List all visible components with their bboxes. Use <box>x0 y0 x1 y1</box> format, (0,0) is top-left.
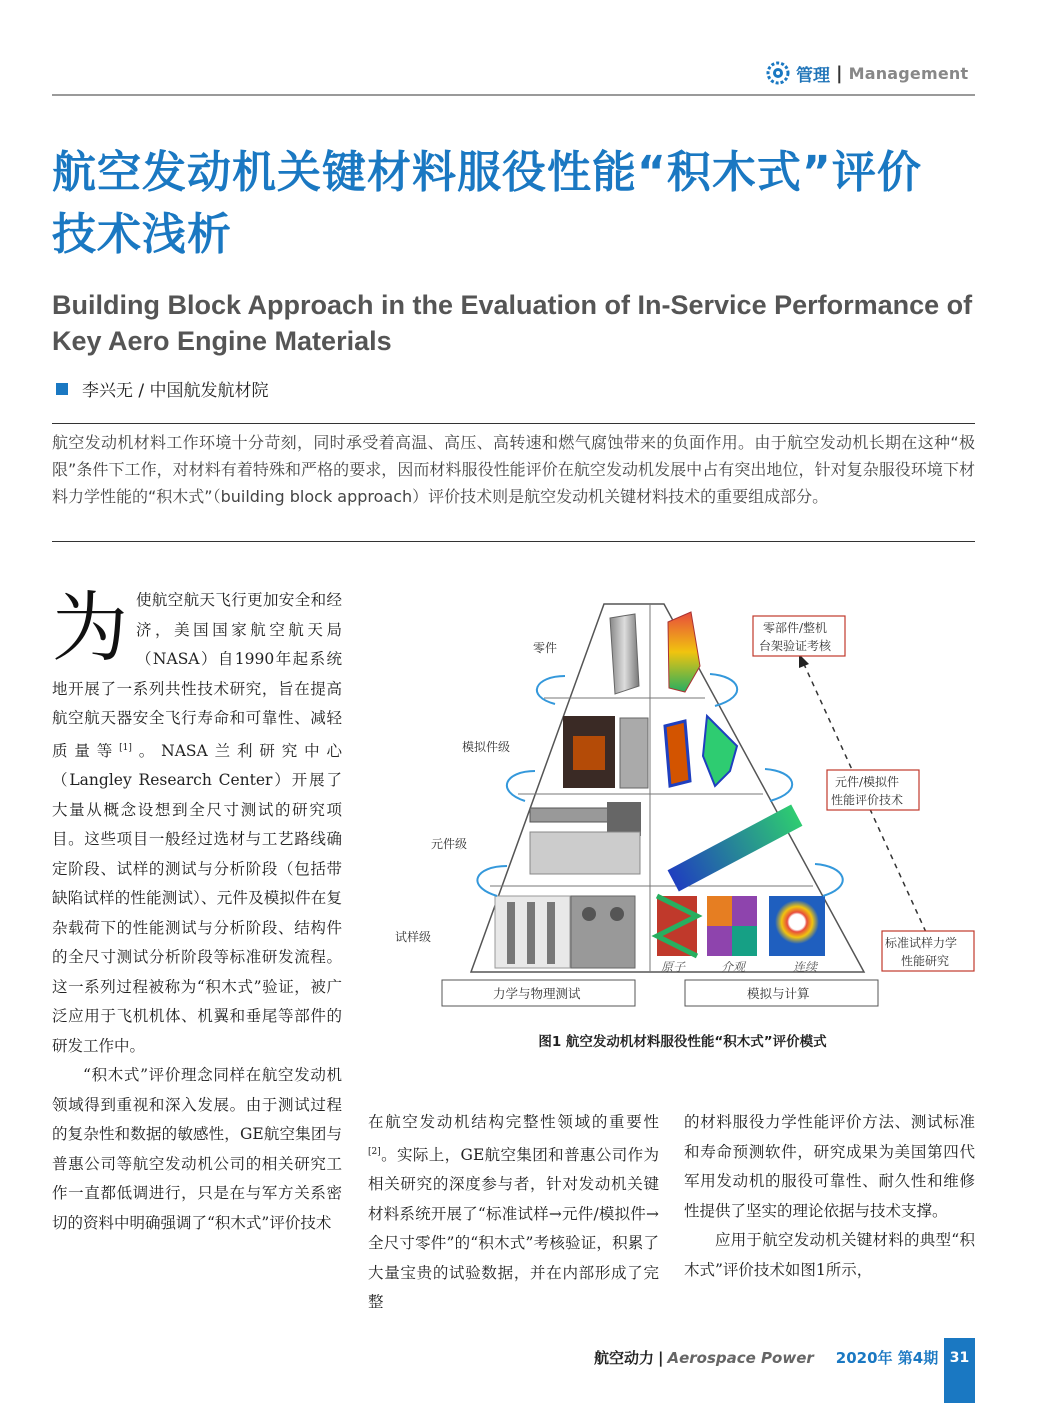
callout-bottom-line1: 标准试样力学 <box>885 936 958 950</box>
journal-separator: | <box>658 1348 664 1367</box>
arrow-right-1 <box>710 674 737 706</box>
section-tag <box>766 60 968 86</box>
level-label-component: 零件 <box>533 641 558 655</box>
footer <box>594 1347 938 1368</box>
paragraph-5: 应用于航空发动机关键材料的典型“积木式”评价技术如图1所示， <box>684 1231 975 1279</box>
title-cn <box>52 142 982 266</box>
level-label-specimen: 试样级 <box>395 930 432 944</box>
author-line <box>56 376 269 401</box>
callout-mid-line1: 元件/模拟件 <box>835 775 900 789</box>
body-column-right <box>684 1108 975 1285</box>
blade-photo <box>610 614 639 694</box>
title-cn-line1: 航空发动机关键材料服役性能“积木式”评价 <box>52 147 922 198</box>
paragraph-3-text-b: 。实际上，GE航空集团和普惠公司作为相关研究的深度参与者，针对发动机关键材料系统开展了“标准试样→元件/模拟件→全尺寸零件”的“积木式”考核验证，积累了大量宝贵的试验数据，并在内部形成了完整 <box>368 1145 659 1312</box>
blade-fem <box>668 612 700 692</box>
journal-name-en: Aerospace Power <box>667 1348 814 1367</box>
paragraph-4: 的材料服役力学性能评价方法、测试标准和寿命预测软件，研究成果为美国第四代军用发动机的服役可靠性、耐久性和维修性提供了坚实的理论依据与技术支撑。 <box>684 1113 975 1220</box>
callout-top-line2: 台架验证考核 <box>759 639 832 653</box>
scale-label-meso: 介观 <box>721 960 746 974</box>
tier-component-images <box>610 612 700 694</box>
body-column-middle <box>368 1108 659 1318</box>
arrow-left-1 <box>537 676 565 704</box>
title-cn-line2: 技术浅析 <box>52 209 232 260</box>
figure-1-pyramid <box>385 596 980 1016</box>
callout-bottom-line2: 性能研究 <box>901 954 950 968</box>
journal-name-cn: 航空动力 <box>594 1349 655 1367</box>
author-marker-icon <box>56 383 68 395</box>
section-name-en: Management <box>848 63 969 83</box>
dropcap: 为 <box>52 583 128 672</box>
paragraph-1-text-b: 。NASA兰利研究中心（Langley Research Center）开展了大量从概念设想到全尺寸测试的研究项目。这些项目一般经过选材与工艺路线确定阶段、试样的测试与分析阶段（包括带缺陷试样的性能测试）、元件及模拟件在复杂载荷下的性能测试与分析阶段、结构件的全尺寸测试分析阶段等标准研发流程。这一系列过程被称为“积木式”验证，被广泛应用于飞机机体、机翼和垂尾等部件的研发工作中。 <box>52 741 342 1055</box>
scale-label-continuum: 连续 <box>793 960 818 974</box>
title-en-line1: Building Block Approach in the Evaluation of In-Service Performance of <box>52 290 973 320</box>
level-label-simulated: 模拟件级 <box>462 740 511 754</box>
specimen-plate-photo <box>530 832 640 874</box>
paragraph-1 <box>52 583 342 1061</box>
arrow-left-3 <box>477 866 507 896</box>
reference-1: [1] <box>119 742 132 753</box>
arrow-right-3 <box>815 864 843 896</box>
paragraph-1-text-a: 使航空航天飞行更加安全和经济，美国国家航空航天局（NASA）自1990年起系统地开展了一系列共性技术研究，旨在提高航空航天器安全飞行寿命和可靠性、减轻质量等 <box>52 591 342 760</box>
journal-issue: 2020年 第4期 <box>835 1349 939 1367</box>
specimen-block-photo <box>607 802 641 836</box>
author-name: 李兴无 / 中国航发航材院 <box>82 381 269 401</box>
body-column-left <box>52 583 342 1238</box>
abstract-rule-bottom <box>52 541 975 542</box>
element-fem <box>668 805 803 892</box>
tier-specimen-images <box>495 896 825 968</box>
rig-photo <box>620 718 648 788</box>
callout-top-line1: 零部件/整机 <box>763 621 828 635</box>
gear-logo-icon <box>766 61 790 85</box>
title-en-line2: Key Aero Engine Materials <box>52 326 392 356</box>
simulated-fem-1 <box>665 721 690 786</box>
header-rule <box>52 94 975 96</box>
section-separator: | <box>836 62 843 84</box>
bottom-left-label: 力学与物理测试 <box>493 986 581 1001</box>
reference-2: [2] <box>368 1146 381 1157</box>
specimen-hole-photo <box>571 896 635 968</box>
paragraph-3-text-a: 在航空发动机结构完整性领域的重要性 <box>368 1113 659 1131</box>
bottom-right-label: 模拟与计算 <box>747 986 810 1001</box>
title-en <box>52 287 982 359</box>
paragraph-3 <box>368 1108 659 1318</box>
arrow-left-2 <box>507 771 535 801</box>
abstract-rule-top <box>52 423 975 424</box>
level-label-element: 元件级 <box>431 837 468 851</box>
paragraph-2: “积木式”评价理念同样在航空发动机领域得到重视和深入发展。由于测试过程的复杂性和数据的敏感性，GE航空集团与普惠公司等航空发动机公司的相关研究工作一直都低调进行，只是在与军方关系密切的资料中明确强调了“积木式”评价技术 <box>52 1066 342 1232</box>
tier-element-images <box>530 802 802 891</box>
figure-caption: 图1 航空发动机材料服役性能“积木式”评价模式 <box>538 1034 827 1050</box>
page-number: 31 <box>944 1338 975 1403</box>
section-name-cn: 管理 <box>796 65 830 86</box>
callout-mid-line2: 性能评价技术 <box>831 793 904 807</box>
abstract: 航空发动机材料工作环境十分苛刻，同时承受着高温、高压、高转速和燃气腐蚀带来的负面作用。由于航空发动机长期在这种“极限”条件下工作，对材料有着特殊和严格的要求，因而材料服役性能评价在航空发动机发展中占有突出地位，针对复杂服役环境下材料力学性能的“积木式”（building block approach）评价技术则是航空发动机关键材料技术的重要组成部分。 <box>52 433 975 506</box>
scale-label-atomic: 原子 <box>661 960 686 974</box>
simulated-fem-2 <box>703 716 737 786</box>
